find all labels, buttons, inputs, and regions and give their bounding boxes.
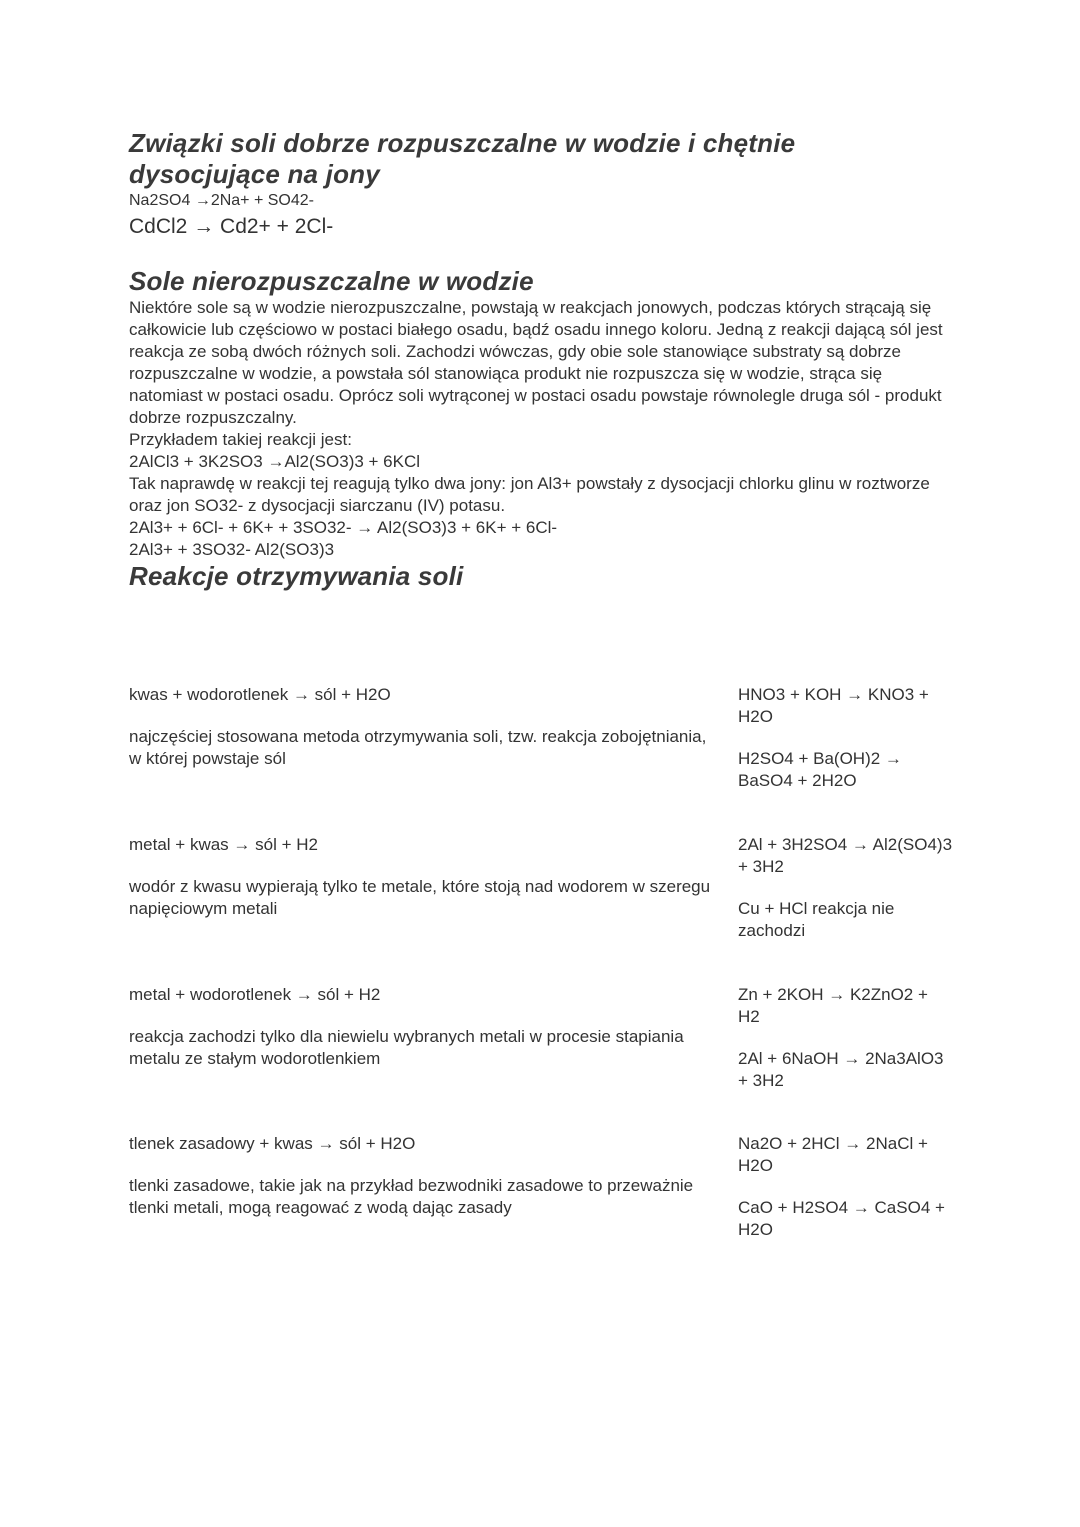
reaction-example-2: CaO + H2SO4 → CaSO4 + H2O [738,1198,945,1239]
reaction-example-2: Cu + HCl reakcja nie zachodzi [738,899,895,940]
ions-explanation: Tak naprawdę w reakcji tej reagują tylko dwa jony: jon Al3+ powstały z dysocjacji chlorku glinu w roztworze oraz jon SO32- z dysocjacji siarczanu (IV) potasu. [129,474,930,515]
reaction-scheme: kwas + wodorotlenek → sól + H2O [129,685,391,704]
reaction-description: wodór z kwasu wypierają tylko te metale, które stoją nad wodorem w szeregu napięciowym metali [129,877,711,918]
section2-title: Sole nierozpuszczalne w wodzie [129,266,534,296]
reaction-scheme: metal + wodorotlenek → sól + H2 [129,985,381,1004]
reaction-example-1: Na2O + 2HCl → 2NaCl + H2O [738,1134,928,1175]
ionic-equation-full: 2Al3+ + 6Cl- + 6K+ + 3SO32- → Al2(SO3)3 + 6K+ + 6Cl- [129,518,558,537]
section1-title: Związki soli dobrze rozpuszczalne w wodzie i chętnie dysocjujące na jony [129,128,796,189]
reaction-example-1: HNO3 + KOH → KNO3 + H2O [738,685,929,726]
reaction-description: najczęściej stosowana metoda otrzymywania soli, tzw. reakcja zobojętniania, w której powstaje sól [129,727,707,768]
section2-paragraph: Niektóre sole są w wodzie nierozpuszczalne, powstają w reakcjach jonowych, podczas których strącają się całkowicie lub częściowo w postaci białego osadu, bądź osadu innego koloru. Jedną z reakcji dającą sól jest reakcja ze sobą dwóch różnych soli. Zachodzi wówczas, gdy obie sole stanowiące substraty są dobrze rozpuszczalne w wodzie, a powstała sól stanowiąca produkt nie rozpuszcza się w wodzie, strąca się natomiast w postaci osadu. Oprócz soli wytrąconej w postaci osadu powstaje równolegle druga sól - produkt dobrze rozpuszczalny. [129,298,943,427]
reaction-description: tlenki zasadowe, takie jak na przykład bezwodniki zasadowe to przeważnie tlenki metali, mogą reagować z wodą dając zasady [129,1176,694,1217]
reaction-description: reakcja zachodzi tylko dla niewielu wybranych metali w procesie stapiania metalu ze stałym wodorotlenkiem [129,1027,684,1068]
ionic-equation-short: 2Al3+ + 3SO32- Al2(SO3)3 [129,540,335,559]
reaction-example-2: 2Al + 6NaOH → 2Na3AlO3 + 3H2 [738,1049,944,1090]
section3-title: Reakcje otrzymywania soli [129,561,464,591]
dissociation-equation-2: CdCl2 → Cd2+ + 2Cl- [129,215,334,238]
example-equation: 2AlCl3 + 3K2SO3 →Al2(SO3)3 + 6KCl [129,452,421,471]
reaction-scheme: tlenek zasadowy + kwas → sól + H2O [129,1134,416,1153]
reaction-example-1: Zn + 2KOH → K2ZnO2 + H2 [738,985,928,1026]
reaction-example-2: H2SO4 + Ba(OH)2 → BaSO4 + 2H2O [738,749,902,790]
reaction-scheme: metal + kwas → sól + H2 [129,835,318,854]
example-intro: Przykładem takiej reakcji jest: [129,430,352,449]
reaction-example-1: 2Al + 3H2SO4 → Al2(SO4)3 + 3H2 [738,835,953,876]
dissociation-equation-1: Na2SO4 →2Na+ + SO42- [129,192,314,209]
document-body [129,128,949,592]
